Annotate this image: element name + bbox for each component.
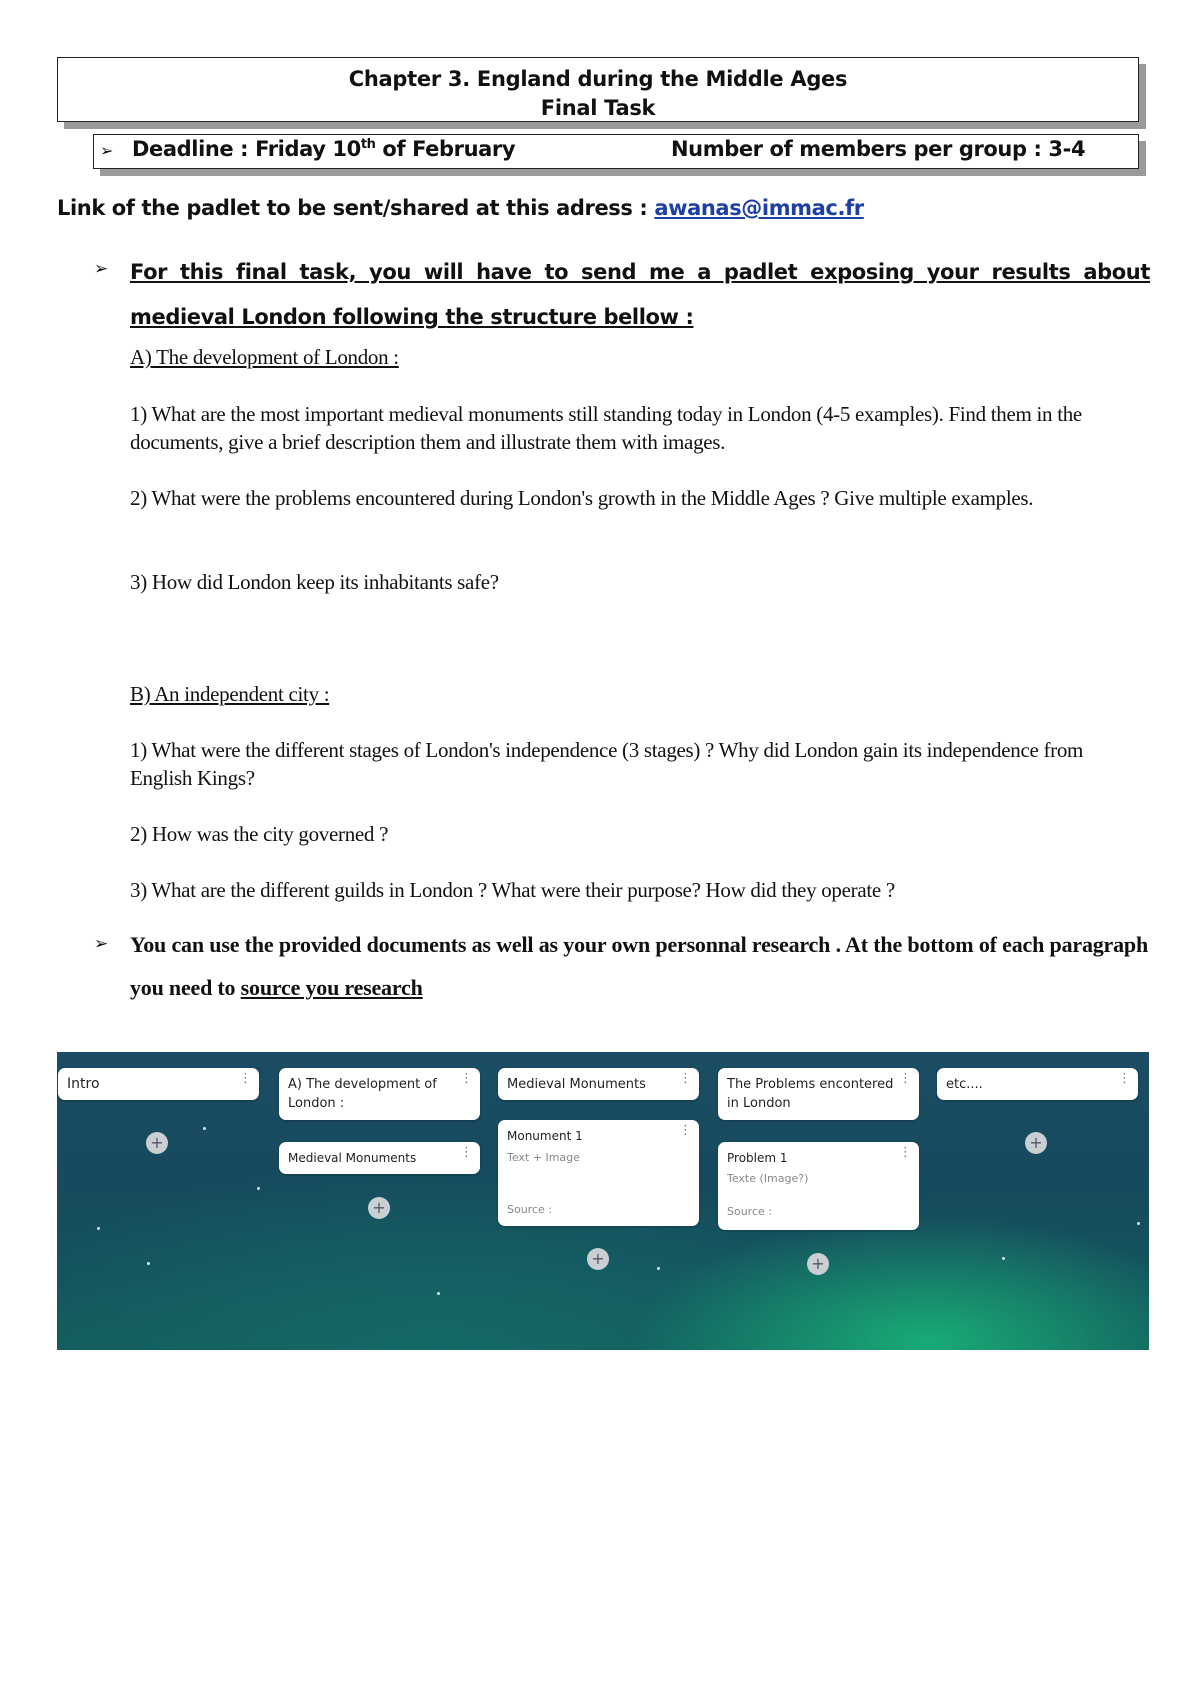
research-instruction [130, 923, 1148, 1009]
column-header-monuments[interactable] [498, 1068, 699, 1100]
post-card[interactable] [498, 1120, 699, 1226]
padlet-screenshot [57, 1052, 1149, 1350]
members-text: Number of members per group : 3-4 [671, 137, 1086, 161]
post-title: Medieval Monuments [288, 1151, 417, 1165]
arrow-bullet-icon: ➢ [94, 934, 109, 954]
column-header-etc[interactable] [937, 1068, 1138, 1100]
post-title: Monument 1 [507, 1129, 583, 1143]
more-options-icon[interactable]: ⋮ [1118, 1071, 1131, 1086]
post-body: Texte (Image?) [727, 1172, 809, 1185]
document-title: Chapter 3. England during the Middle Ages [348, 67, 848, 91]
link-label: Link of the padlet to be sent/shared at this adress : [57, 196, 655, 220]
star-dot [657, 1267, 660, 1270]
info-box [93, 134, 1139, 169]
post-source: Source : [507, 1203, 552, 1216]
more-options-icon[interactable]: ⋮ [460, 1071, 473, 1086]
title-box [57, 57, 1139, 122]
deadline-ordinal: th [360, 137, 376, 152]
add-post-button[interactable]: + [807, 1253, 829, 1275]
add-post-button[interactable]: + [146, 1132, 168, 1154]
section-a-heading: A) The development of London : [130, 345, 399, 369]
post-body: Text + Image [507, 1151, 580, 1164]
post-title: Problem 1 [727, 1151, 788, 1165]
section-a-question-1: 1) What are the most important medieval monuments still standing today in London (4-5 examples). Find them in the documents, give a brief description them and illustrate them with images. [130, 402, 1082, 454]
section-b-question-1: 1) What were the different stages of London's independence (3 stages) ? Why did London gain its independence from English Kings? [130, 738, 1084, 790]
more-options-icon[interactable]: ⋮ [899, 1071, 912, 1086]
more-options-icon[interactable]: ⋮ [460, 1145, 473, 1160]
star-dot [1002, 1257, 1005, 1260]
more-options-icon[interactable]: ⋮ [899, 1145, 912, 1160]
post-source: Source : [727, 1205, 772, 1218]
section-b-heading: B) An independent city : [130, 682, 330, 706]
star-dot [1137, 1222, 1140, 1225]
task-intro: For this final task, you will have to send me a padlet exposing your results about medieval London following the structure bellow : [130, 260, 1150, 329]
section-a-question-3: 3) How did London keep its inhabitants safe? [130, 570, 499, 594]
add-post-button[interactable]: + [1025, 1132, 1047, 1154]
link-line [57, 196, 864, 220]
column-header-development[interactable] [279, 1068, 480, 1120]
source-research-text: source you research [240, 975, 423, 1000]
post-card[interactable] [718, 1142, 919, 1230]
section-b-question-2: 2) How was the city governed ? [130, 822, 389, 846]
add-post-button[interactable]: + [368, 1197, 390, 1219]
column-header-problems[interactable] [718, 1068, 919, 1120]
column-title: etc.... [946, 1077, 983, 1092]
more-options-icon[interactable]: ⋮ [679, 1071, 692, 1086]
section-b-question-3: 3) What are the different guilds in London ? What were their purpose? How did they operate ? [130, 878, 895, 902]
arrow-bullet-icon: ➢ [100, 141, 114, 160]
star-dot [147, 1262, 150, 1265]
arrow-bullet-icon: ➢ [94, 259, 109, 279]
more-options-icon[interactable]: ⋮ [239, 1071, 252, 1086]
research-instruction-text: You can use the provided documents as well as your own personnal research . At the bottom of each paragraph you need to [130, 932, 1148, 1000]
deadline-suffix: of February [375, 137, 516, 161]
column-title: The Problems encontered in London [727, 1077, 894, 1111]
post-card[interactable] [279, 1142, 480, 1174]
star-dot [97, 1227, 100, 1230]
add-post-button[interactable]: + [587, 1248, 609, 1270]
deadline-prefix: Deadline : Friday 10 [132, 137, 361, 161]
section-a-question-2: 2) What were the problems encountered during London's growth in the Middle Ages ? Give multiple examples. [130, 486, 1034, 510]
star-dot [257, 1187, 260, 1190]
star-dot [437, 1292, 440, 1295]
email-link[interactable]: awanas@immac.fr [654, 196, 864, 220]
column-title: Medieval Monuments [507, 1077, 646, 1092]
deadline-text [132, 137, 515, 161]
column-title: A) The development of London : [288, 1077, 437, 1111]
column-header-intro[interactable] [58, 1068, 259, 1100]
more-options-icon[interactable]: ⋮ [679, 1123, 692, 1138]
column-title: Intro [67, 1076, 100, 1092]
star-dot [203, 1127, 206, 1130]
document-subtitle: Final Task [540, 96, 656, 120]
